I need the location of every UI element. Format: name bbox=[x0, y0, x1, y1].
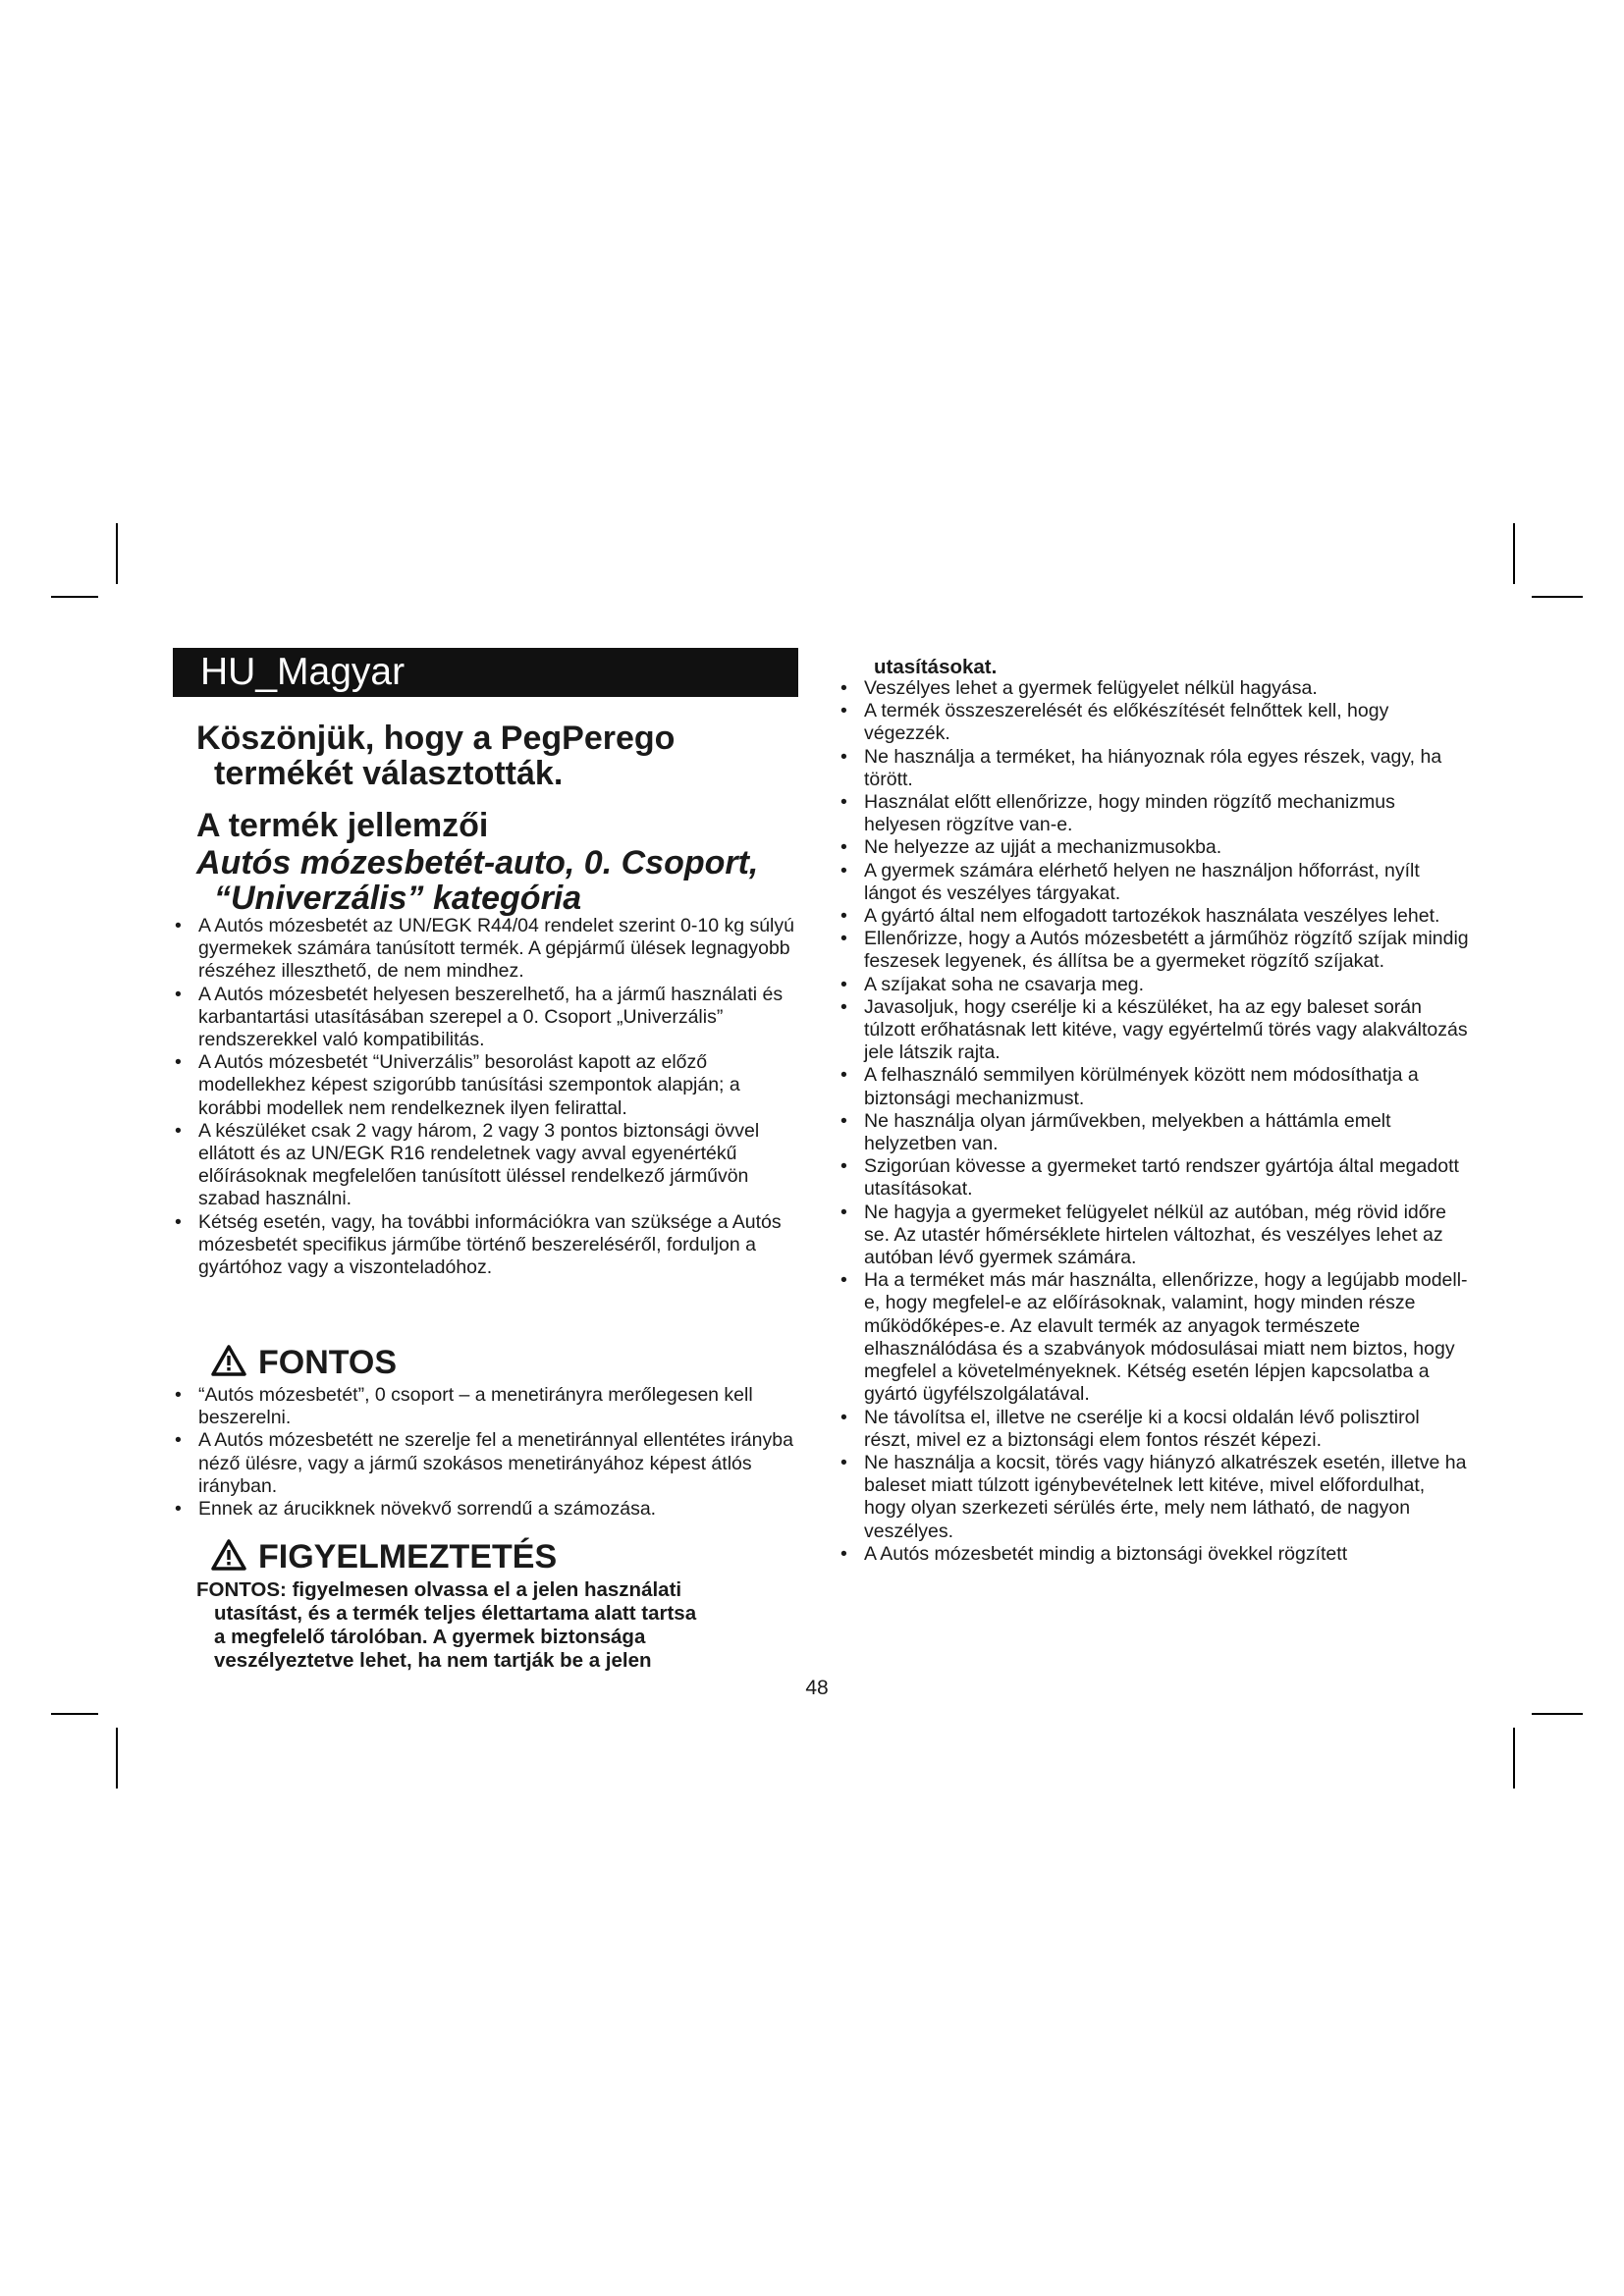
product-title bbox=[196, 845, 805, 916]
important-heading bbox=[211, 1345, 397, 1380]
list-item: • Ellenőrizze, hogy a Autós mózesbetétt a járműhöz rögzítő szíjak mindig feszesek legyenek, és állítsa be a gyermeket rögzítő szíjakat. bbox=[833, 928, 1471, 973]
list-item: • Javasoljuk, hogy cserélje ki a készüléket, ha az egy baleset során túlzott erőhatásnak lett kitéve, vagy egyértelmű törés vagy alakváltozás jele látszik rajta. bbox=[833, 996, 1471, 1065]
crop-mark bbox=[1532, 596, 1583, 598]
crop-mark bbox=[1532, 1713, 1583, 1715]
list-item: • Ha a terméket más már használta, ellenőrizze, hogy a legújabb modell-e, hogy megfelel-e az előírásoknak, valamint, hogy minden része működőképes-e. Az elavult termék az anyagok természete elhasználódása és a szabványok módosulásai miatt nem biztos, hogy megfelel a követelményeknek. Kétség esetén lépjen kapcsolatba a gyártó ügyfélszolgálatával. bbox=[833, 1269, 1471, 1406]
list-item: • A készüléket csak 2 vagy három, 2 vagy 3 pontos biztonsági övvel ellátott és az UN/EGK R16 rendeletnek vagy avval egyenértékű előírásoknak megfelelően tanúsított üléssel rendelkező járművön szabad használni. bbox=[167, 1120, 805, 1211]
list-item: • Ne használja olyan járművekben, melyekben a háttámla emelt helyzetben van. bbox=[833, 1110, 1471, 1155]
warning-body-line-3: a megfelelő tárolóban. A gyermek biztonsága bbox=[214, 1626, 646, 1648]
language-banner bbox=[173, 648, 798, 697]
list-item: • A gyermek számára elérhető helyen ne használjon hőforrást, nyílt lángot és veszélyes tárgyakat. bbox=[833, 860, 1471, 905]
crop-mark bbox=[1513, 1728, 1515, 1789]
crop-mark bbox=[116, 1728, 118, 1789]
important-list bbox=[167, 1384, 805, 1521]
list-item: • A Autós mózesbetétt ne szerelje fel a menetiránnyal ellentétes irányba néző ülésre, vagy a jármű szokásos menetirányához képest átlós irányban. bbox=[167, 1429, 805, 1498]
warning-triangle-icon bbox=[211, 1345, 246, 1376]
features-list bbox=[167, 915, 805, 1279]
list-item: • Ne használja a kocsit, törés vagy hiányzó alkatrészek esetén, illetve ha baleset miatt túlzott igénybevételnek lett kitéve, mivel előfordulhat, hogy olyan szerkezeti sérülés érte, mely nem látható, de nagyon veszélyes. bbox=[833, 1452, 1471, 1543]
warning-list bbox=[833, 677, 1471, 1566]
thanks-line-1: Köszönjük, hogy a PegPerego bbox=[196, 720, 676, 757]
list-item: • “Autós mózesbetét”, 0 csoport – a menetirányra merőlegesen kell beszerelni. bbox=[167, 1384, 805, 1429]
thanks-line-2: termékét választották. bbox=[214, 755, 564, 792]
list-item: • Használat előtt ellenőrizze, hogy minden rögzítő mechanizmus helyesen rögzítve van-e. bbox=[833, 791, 1471, 836]
list-item: • Ennek az árucikknek növekvő sorrendű a számozása. bbox=[167, 1498, 805, 1521]
warning-body-line-4: veszélyeztetve lehet, ha nem tartják be a jelen bbox=[214, 1649, 652, 1672]
list-item: • A gyártó által nem elfogadott tartozékok használata veszélyes lehet. bbox=[833, 905, 1471, 928]
page-number: 48 bbox=[805, 1677, 829, 1699]
warning-triangle-icon bbox=[211, 1539, 246, 1571]
list-item: • A Autós mózesbetét “Univerzális” besorolást kapott az előző modellekhez képest szigorúbb tanúsítási szempontok alapján; a korábbi modellek nem rendelkeznek ilyen felirattal. bbox=[167, 1051, 805, 1120]
warning-heading bbox=[211, 1539, 557, 1575]
list-item: • Ne hagyja a gyermeket felügyelet nélkül az autóban, még rövid időre se. Az utastér hőmérséklete hirtelen változhat, és veszélyes lehet az autóban lévő gyermek számára. bbox=[833, 1201, 1471, 1270]
list-item: • A Autós mózesbetét az UN/EGK R44/04 rendelet szerint 0-10 kg súlyú gyermekek számára tanúsított termék. A gépjármű ülések legnagyobb részéhez illeszthető, de nem mindhez. bbox=[167, 915, 805, 984]
list-item: • A Autós mózesbetét helyesen beszerelhető, ha a jármű használati és karbantartási utasításában szerepel a 0. Csoport „Univerzális” rendszerekkel való kompatibilitás. bbox=[167, 984, 805, 1052]
language-banner-label: HU_Magyar bbox=[200, 651, 406, 693]
list-item: • A termék összeszerelését és előkészítését felnőttek kell, hogy végezzék. bbox=[833, 700, 1471, 745]
warning-body-continuation: utasításokat. bbox=[874, 656, 998, 678]
list-item: • A szíjakat soha ne csavarja meg. bbox=[833, 974, 1471, 996]
crop-mark bbox=[51, 596, 98, 598]
warning-body bbox=[196, 1578, 766, 1673]
list-item: • Szigorúan kövesse a gyermeket tartó rendszer gyártója által megadott utasításokat. bbox=[833, 1155, 1471, 1201]
list-item: • Kétség esetén, vagy, ha további információkra van szüksége a Autós mózesbetét specifikus járműbe történő beszereléséről, forduljon a gyártóhoz vagy a viszonteladóhoz. bbox=[167, 1211, 805, 1280]
product-title-line-1: Autós mózesbetét-auto, 0. Csoport, bbox=[196, 844, 759, 881]
crop-mark bbox=[116, 523, 118, 584]
crop-mark bbox=[51, 1713, 98, 1715]
list-item: • Veszélyes lehet a gyermek felügyelet nélkül hagyása. bbox=[833, 677, 1471, 700]
warning-body-line-1: FONTOS: figyelmesen olvassa el a jelen használati bbox=[196, 1578, 682, 1601]
list-item: • A felhasználó semmilyen körülmények között nem módosíthatja a biztonsági mechanizmust. bbox=[833, 1064, 1471, 1109]
thanks-heading bbox=[196, 721, 785, 791]
warning-heading-text: FIGYELMEZTETÉS bbox=[258, 1538, 558, 1575]
list-item: • Ne használja a terméket, ha hiányoznak róla egyes részek, vagy, ha törött. bbox=[833, 746, 1471, 791]
product-title-line-2: “Univerzális” kategória bbox=[214, 880, 582, 917]
important-heading-text: FONTOS bbox=[258, 1344, 398, 1381]
crop-mark bbox=[1513, 523, 1515, 584]
warning-body-line-2: utasítást, és a termék teljes élettartama alatt tartsa bbox=[214, 1602, 697, 1625]
list-item: • A Autós mózesbetét mindig a biztonsági övekkel rögzített bbox=[833, 1543, 1471, 1566]
features-heading: A termék jellemzői bbox=[196, 807, 489, 844]
list-item: • Ne távolítsa el, illetve ne cserélje ki a kocsi oldalán lévő polisztirol részt, mivel ez a biztonsági elem fontos részét képezi. bbox=[833, 1407, 1471, 1452]
list-item: • Ne helyezze az ujját a mechanizmusokba. bbox=[833, 836, 1471, 859]
